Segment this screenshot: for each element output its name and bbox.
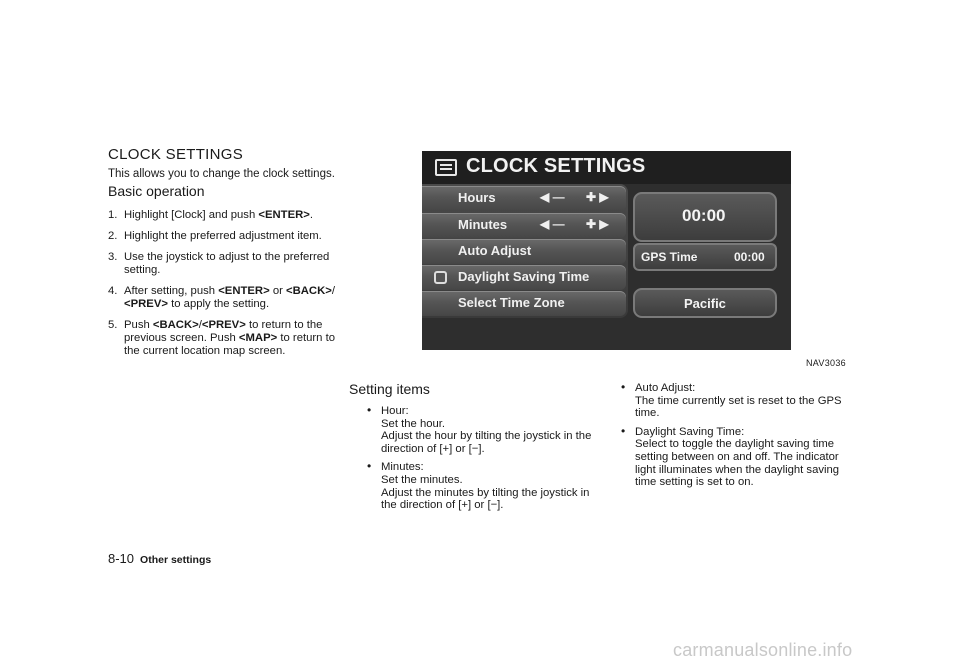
step-item bbox=[108, 285, 348, 311]
step-number: 3. bbox=[108, 251, 118, 263]
step-item bbox=[108, 319, 348, 358]
step-text: to return to the previous screen. Push bbox=[124, 319, 323, 344]
step-number: 5. bbox=[108, 319, 118, 331]
step-text: or bbox=[269, 285, 287, 297]
step-text: Push bbox=[124, 319, 153, 331]
key-name: <ENTER> bbox=[218, 285, 270, 297]
minutes-label: Minutes bbox=[458, 217, 508, 232]
key-name: <PREV> bbox=[201, 319, 246, 331]
step-text: / bbox=[198, 319, 202, 331]
minus-arrow-icon[interactable]: ◀ — bbox=[540, 190, 565, 204]
time-zone-display bbox=[633, 288, 777, 318]
step-number: 1. bbox=[108, 209, 118, 221]
step-item bbox=[108, 251, 348, 277]
setting-item: • Hour: Set the hour. Adjust the hour by tilting the joystick in the direction of [+] or [−]. bbox=[365, 405, 605, 455]
step-number: 2. bbox=[108, 230, 118, 242]
key-name: <MAP> bbox=[238, 332, 278, 344]
watermark: carmanualsonline.info bbox=[673, 640, 853, 660]
section-title: CLOCK SETTINGS bbox=[108, 146, 244, 163]
figure-caption: NAV3036 bbox=[806, 358, 846, 368]
step-text: After setting, push bbox=[124, 285, 219, 297]
daylight-saving-item[interactable] bbox=[422, 265, 626, 290]
gps-time-display bbox=[633, 243, 777, 271]
minus-arrow-icon[interactable]: ◀ — bbox=[540, 217, 565, 231]
plus-arrow-icon[interactable]: ✚ ▶ bbox=[586, 190, 609, 204]
step-item bbox=[108, 230, 348, 243]
step-number: 4. bbox=[108, 285, 118, 297]
auto-adjust-label: Auto Adjust bbox=[458, 243, 532, 258]
plus-arrow-icon[interactable]: ✚ ▶ bbox=[586, 217, 609, 231]
auto-adjust-item[interactable] bbox=[422, 239, 626, 264]
menu-panel bbox=[422, 184, 628, 318]
setting-item: • Minutes: Set the minutes. Adjust the minutes by tilting the joystick in the direction of [+] or [−]. bbox=[365, 461, 605, 511]
hours-item[interactable] bbox=[422, 186, 626, 211]
footer-section: Other settings bbox=[140, 554, 212, 566]
page-number: 8-10 bbox=[108, 551, 135, 566]
daylight-saving-label: Daylight Saving Time bbox=[458, 269, 590, 284]
setting-items-left bbox=[365, 405, 605, 518]
step-text: / bbox=[331, 285, 335, 297]
hours-label: Hours bbox=[458, 190, 496, 205]
setting-item: • Auto Adjust: The time currently set is reset to the GPS time. bbox=[619, 382, 857, 420]
step-text: Highlight the preferred adjustment item. bbox=[124, 230, 322, 242]
screen-title: CLOCK SETTINGS bbox=[466, 155, 646, 177]
indicator-light-icon bbox=[434, 271, 447, 284]
key-name: <BACK> bbox=[152, 319, 199, 331]
step-text: to return to the current location map screen. bbox=[124, 332, 336, 357]
key-name: <PREV> bbox=[124, 298, 168, 310]
gps-time-label: GPS Time bbox=[641, 250, 698, 264]
key-name: <BACK> bbox=[286, 285, 332, 297]
setting-item: • Daylight Saving Time: Select to toggle the daylight saving time setting between on and off. The indicator light illuminates when the daylight saving time setting is set to on. bbox=[619, 426, 857, 489]
clock-settings-screen bbox=[422, 151, 791, 350]
setting-items-right bbox=[619, 382, 857, 495]
screen-header bbox=[422, 151, 791, 184]
setting-items-heading: Setting items bbox=[349, 381, 430, 397]
step-text: Highlight [Clock] and push bbox=[124, 209, 259, 221]
select-time-zone-label: Select Time Zone bbox=[458, 295, 565, 310]
basic-operation-heading: Basic operation bbox=[108, 183, 205, 199]
step-text: . bbox=[309, 209, 314, 221]
step-item bbox=[108, 209, 348, 222]
page-footer bbox=[108, 551, 211, 566]
intro-text: This allows you to change the clock settings. bbox=[108, 168, 335, 180]
clock-value: 00:00 bbox=[682, 206, 726, 225]
clock-display bbox=[633, 192, 777, 242]
time-zone-value: Pacific bbox=[684, 296, 726, 311]
gps-time-value: 00:00 bbox=[734, 250, 765, 264]
settings-icon bbox=[435, 159, 457, 176]
key-name: <ENTER> bbox=[258, 209, 310, 221]
step-text: to apply the setting. bbox=[167, 298, 270, 310]
step-text: Use the joystick to adjust to the preferred setting. bbox=[124, 251, 330, 276]
minutes-item[interactable] bbox=[422, 213, 626, 238]
steps-list bbox=[108, 209, 348, 366]
select-time-zone-item[interactable] bbox=[422, 291, 626, 316]
